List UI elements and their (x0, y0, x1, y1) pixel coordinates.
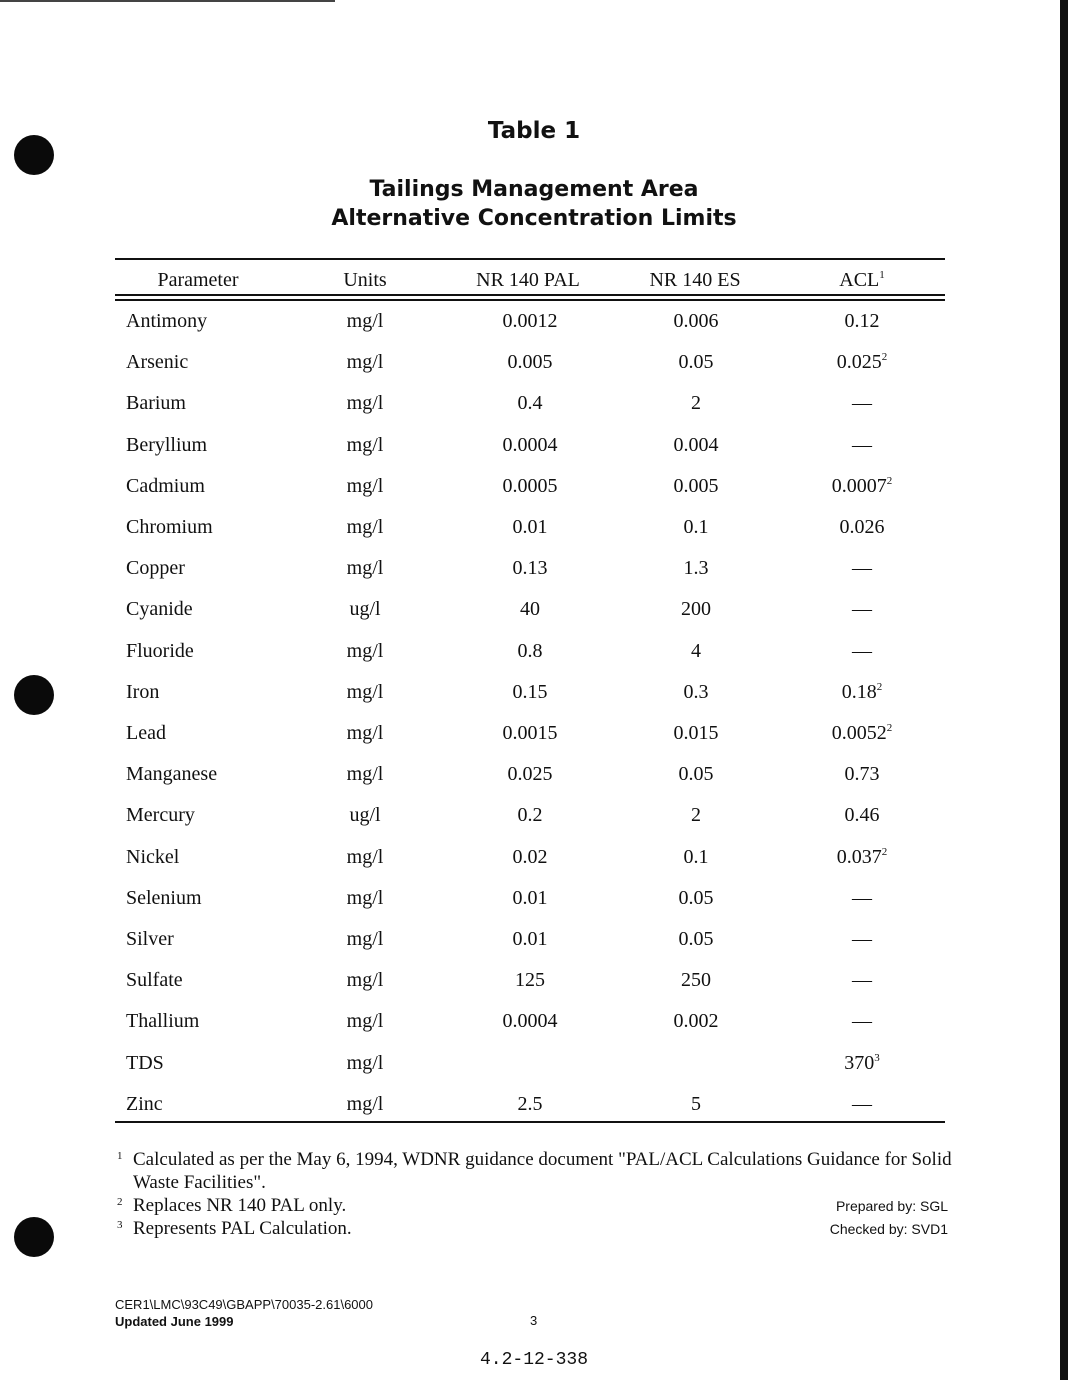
cell-parameter-text: Mercury (126, 804, 195, 826)
cell-acl-text: — (852, 1010, 872, 1032)
cell-units (347, 516, 384, 539)
cell-nr140-es (684, 557, 709, 580)
cell-acl (845, 804, 880, 827)
cell-nr140-es (681, 969, 711, 992)
cell-units-text: mg/l (346, 557, 384, 579)
cell-nr140-es (674, 434, 719, 457)
cell-units (347, 1093, 384, 1116)
cell-nr140-es (691, 804, 701, 827)
cell-parameter (126, 722, 166, 745)
cell-units-text: mg/l (346, 763, 384, 785)
cell-nr140-es-text: 0.006 (673, 310, 719, 332)
cell-nr140-pal-text: 0.13 (512, 557, 548, 579)
cell-units (347, 351, 384, 374)
cell-acl (840, 516, 885, 539)
cell-parameter (126, 928, 174, 951)
prepared-by: Prepared by: SGL (835, 1198, 948, 1214)
cell-parameter-text: Silver (126, 928, 174, 950)
cell-acl (852, 887, 872, 910)
cell-acl-text: 0.0052 (831, 722, 887, 744)
cell-units (347, 310, 384, 333)
cell-acl-text: — (852, 887, 872, 909)
cell-acl-text: 0.037 (836, 846, 882, 868)
cell-nr140-es-text: 4 (691, 640, 701, 662)
cell-acl-text: 0.026 (839, 516, 885, 538)
cell-nr140-es-text: 5 (691, 1093, 701, 1115)
cell-nr140-pal-text: 0.4 (517, 392, 543, 414)
file-path: CER1\LMC\93C49\GBAPP\70035-2.61\6000 (115, 1297, 373, 1312)
column-header-parameter: Parameter (157, 269, 239, 291)
cell-nr140-es (679, 928, 714, 951)
cell-nr140-pal (518, 640, 543, 663)
cell-nr140-pal (508, 763, 553, 786)
cell-nr140-pal-text: 0.005 (507, 351, 553, 373)
cell-parameter (126, 763, 217, 786)
cell-nr140-es-text: 0.1 (683, 516, 709, 538)
cell-nr140-pal (503, 722, 558, 745)
cell-units (347, 887, 384, 910)
cell-parameter-text: Chromium (126, 516, 213, 538)
footnote-1: 1 Calculated as per the May 6, 1994, WDNR guidance document "PAL/ACL Calculations Guidance for Solid Waste Facilities". (117, 1149, 952, 1193)
cell-parameter-text: Selenium (126, 887, 202, 909)
column-header-units: Units (343, 269, 387, 291)
cell-units-text: mg/l (346, 928, 384, 950)
cell-units-text: mg/l (346, 351, 384, 373)
cell-units (347, 681, 384, 704)
cell-units (349, 598, 380, 621)
top-edge-rule (0, 0, 335, 2)
cell-nr140-es-text: 2 (691, 392, 701, 414)
cell-nr140-pal-text: 0.025 (507, 763, 553, 785)
cell-units (347, 1052, 384, 1075)
cell-nr140-es (691, 392, 701, 415)
cell-units-text: mg/l (346, 1010, 384, 1032)
cell-units (347, 928, 384, 951)
cell-acl-text: — (852, 557, 872, 579)
column-header-nr140-es: NR 140 ES (649, 269, 741, 291)
cell-acl-text: — (852, 928, 872, 950)
cell-nr140-pal (513, 516, 548, 539)
cell-nr140-pal-text: 0.0004 (502, 1010, 558, 1032)
cell-acl-text: — (852, 598, 872, 620)
cell-nr140-es (679, 763, 714, 786)
cell-units-text: mg/l (346, 310, 384, 332)
cell-parameter (126, 434, 207, 457)
cell-parameter-text: Fluoride (126, 640, 194, 662)
cell-parameter-text: Cyanide (126, 598, 193, 620)
cell-units (347, 1010, 384, 1033)
cell-nr140-es (674, 722, 719, 745)
cell-acl (837, 351, 888, 374)
cell-nr140-pal (513, 887, 548, 910)
cell-units (347, 434, 384, 457)
cell-units-text: mg/l (346, 887, 384, 909)
cell-nr140-es (674, 475, 719, 498)
cell-nr140-pal (518, 804, 543, 827)
cell-nr140-pal-text: 0.01 (512, 887, 548, 909)
cell-nr140-pal (513, 557, 548, 580)
cell-units-text: mg/l (346, 516, 384, 538)
cell-nr140-pal (513, 681, 548, 704)
cell-acl-text: — (852, 1093, 872, 1115)
cell-nr140-es (674, 1010, 719, 1033)
cell-acl (852, 969, 872, 992)
column-header-nr140-pal: NR 140 PAL (476, 269, 580, 291)
cell-acl-text: — (852, 434, 872, 456)
cell-parameter (126, 804, 195, 827)
cell-units (347, 475, 384, 498)
punch-hole-middle (14, 675, 54, 715)
cell-parameter-text: Arsenic (126, 351, 189, 373)
cell-acl-text: 0.73 (844, 763, 880, 785)
cell-nr140-es-text: 0.002 (673, 1010, 719, 1032)
cell-units-text: mg/l (346, 392, 384, 414)
cell-nr140-pal (518, 392, 543, 415)
cell-nr140-es (674, 310, 719, 333)
cell-units-text: ug/l (349, 598, 381, 620)
cell-nr140-es (679, 887, 714, 910)
cell-acl (832, 722, 893, 745)
cell-nr140-es-text: 0.05 (678, 351, 714, 373)
cell-nr140-pal (503, 310, 558, 333)
cell-nr140-pal (513, 928, 548, 951)
cell-acl (852, 598, 872, 621)
cell-nr140-pal-text: 0.2 (517, 804, 543, 826)
table-bottom-rule (115, 1121, 945, 1123)
cell-nr140-pal-text: 0.0005 (502, 475, 558, 497)
cell-acl (852, 1010, 872, 1033)
cell-parameter-text: Nickel (126, 846, 180, 868)
cell-parameter-text: Zinc (126, 1093, 163, 1115)
cell-nr140-pal (513, 846, 548, 869)
header-rule-2 (115, 299, 945, 301)
cell-nr140-pal-text: 125 (515, 969, 545, 991)
cell-nr140-es-text: 0.005 (673, 475, 719, 497)
cell-units-text: mg/l (346, 722, 384, 744)
cell-nr140-pal-text: 0.01 (512, 516, 548, 538)
cell-nr140-es-text: 2 (691, 804, 701, 826)
cell-nr140-pal-text: 2.5 (517, 1093, 543, 1115)
cell-nr140-pal-text: 0.0012 (502, 310, 558, 332)
cell-units (347, 640, 384, 663)
punch-hole-bottom (14, 1217, 54, 1257)
cell-nr140-es-text: 200 (681, 598, 711, 620)
cell-units-text: mg/l (346, 434, 384, 456)
cell-units-text: mg/l (346, 640, 384, 662)
cell-nr140-es (679, 351, 714, 374)
checked-by: Checked by: SVD1 (829, 1221, 948, 1237)
cell-units-text: mg/l (346, 475, 384, 497)
footnote-2: 2 Replaces NR 140 PAL only. (117, 1195, 347, 1216)
cell-nr140-es-text: 0.004 (673, 434, 719, 456)
cell-nr140-pal-text: 40 (520, 598, 540, 620)
cell-nr140-es (691, 1093, 701, 1116)
cell-acl (852, 928, 872, 951)
cell-units (347, 557, 384, 580)
cell-parameter (126, 516, 213, 539)
updated-date: Updated June 1999 (115, 1314, 234, 1329)
cell-acl (832, 475, 893, 498)
cell-parameter-text: Cadmium (126, 475, 205, 497)
cell-acl-text: — (852, 392, 872, 414)
footnote-reference: 3 (874, 1052, 880, 1064)
cell-nr140-pal (508, 351, 553, 374)
cell-units (347, 969, 384, 992)
cell-parameter (126, 681, 159, 704)
cell-acl-text: 0.025 (836, 351, 882, 373)
cell-units-text: mg/l (346, 846, 384, 868)
cell-nr140-pal (518, 1093, 543, 1116)
column-header-acl: ACL$^1$ (839, 269, 885, 291)
cell-acl-text: 0.18 (841, 681, 877, 703)
cell-parameter (126, 475, 205, 498)
cell-nr140-es-text: 0.015 (673, 722, 719, 744)
cell-units-text: ug/l (349, 804, 381, 826)
cell-units-text: mg/l (346, 1093, 384, 1115)
cell-units-text: mg/l (346, 1052, 384, 1074)
cell-parameter (126, 1093, 163, 1116)
cell-units (347, 392, 384, 415)
cell-parameter-text: TDS (126, 1052, 164, 1074)
footnote-reference: 2 (881, 846, 888, 858)
cell-nr140-es-text: 0.3 (683, 681, 709, 703)
cell-nr140-es-text: 1.3 (683, 557, 709, 579)
cell-nr140-es-text: 250 (681, 969, 711, 991)
cell-nr140-es (691, 640, 701, 663)
table-subtitle-line2: Alternative Concentration Limits (331, 206, 737, 231)
cell-nr140-pal-text: 0.01 (512, 928, 548, 950)
cell-acl-text: 0.12 (844, 310, 880, 332)
table-subtitle-line1: Tailings Management Area (369, 177, 699, 202)
table-title: Table 1 (487, 118, 581, 144)
footnote-reference: 2 (886, 722, 893, 734)
document-code: 4.2-12-338 (479, 1350, 589, 1370)
footnote-reference: 2 (876, 681, 883, 693)
cell-nr140-pal (503, 1010, 558, 1033)
cell-parameter-text: Iron (126, 681, 160, 703)
cell-acl-text: — (852, 969, 872, 991)
cell-parameter-text: Beryllium (126, 434, 208, 456)
cell-nr140-es (681, 598, 711, 621)
cell-acl (852, 640, 872, 663)
cell-nr140-es (684, 681, 709, 704)
cell-parameter-text: Thallium (126, 1010, 200, 1032)
cell-units-text: mg/l (346, 681, 384, 703)
cell-nr140-es-text: 0.05 (678, 928, 714, 950)
cell-nr140-es (684, 516, 709, 539)
cell-parameter-text: Antimony (126, 310, 208, 332)
cell-nr140-es-text: 0.05 (678, 887, 714, 909)
footnote-reference: 2 (886, 475, 893, 487)
cell-nr140-es (684, 846, 709, 869)
cell-nr140-pal (503, 475, 558, 498)
cell-acl (844, 1052, 880, 1075)
cell-parameter (126, 1052, 164, 1075)
cell-parameter-text: Copper (126, 557, 185, 579)
cell-acl (845, 763, 880, 786)
cell-units-text: mg/l (346, 969, 384, 991)
footnote-reference: 2 (881, 351, 888, 363)
cell-units (349, 804, 380, 827)
cell-parameter (126, 392, 186, 415)
cell-parameter (126, 846, 179, 869)
cell-nr140-es-text: 0.1 (683, 846, 709, 868)
table-top-rule (115, 258, 945, 260)
cell-nr140-pal-text: 0.15 (512, 681, 548, 703)
cell-parameter (126, 640, 194, 663)
cell-parameter-text: Lead (126, 722, 166, 744)
cell-acl-text: 370 (844, 1052, 875, 1074)
cell-nr140-es-text: 0.05 (678, 763, 714, 785)
cell-parameter-text: Sulfate (126, 969, 183, 991)
cell-parameter (126, 557, 185, 580)
cell-nr140-pal-text: 0.0015 (502, 722, 558, 744)
cell-units (347, 722, 384, 745)
cell-parameter (126, 1010, 199, 1033)
cell-parameter (126, 310, 207, 333)
cell-units (347, 846, 384, 869)
cell-nr140-pal-text: 0.02 (512, 846, 548, 868)
footnote-3: 3 Represents PAL Calculation. (117, 1218, 352, 1239)
cell-units (347, 763, 384, 786)
cell-parameter (126, 598, 193, 621)
cell-acl (852, 557, 872, 580)
cell-nr140-pal-text: 0.8 (517, 640, 543, 662)
cell-acl (845, 310, 880, 333)
cell-parameter (126, 969, 183, 992)
cell-acl (842, 681, 883, 704)
cell-nr140-pal (515, 969, 545, 992)
header-rule-1 (115, 294, 945, 296)
cell-acl (837, 846, 888, 869)
cell-nr140-pal (503, 434, 558, 457)
cell-acl-text: — (852, 640, 872, 662)
cell-acl-text: 0.46 (844, 804, 880, 826)
cell-parameter-text: Manganese (126, 763, 218, 785)
cell-acl (852, 392, 872, 415)
cell-acl (852, 1093, 872, 1116)
cell-nr140-pal-text: 0.0004 (502, 434, 558, 456)
cell-parameter (126, 351, 188, 374)
page-number: 3 (530, 1313, 538, 1328)
cell-acl (852, 434, 872, 457)
cell-nr140-pal (520, 598, 540, 621)
cell-acl-text: 0.0007 (831, 475, 887, 497)
cell-parameter-text: Barium (126, 392, 186, 414)
cell-parameter (126, 887, 202, 910)
